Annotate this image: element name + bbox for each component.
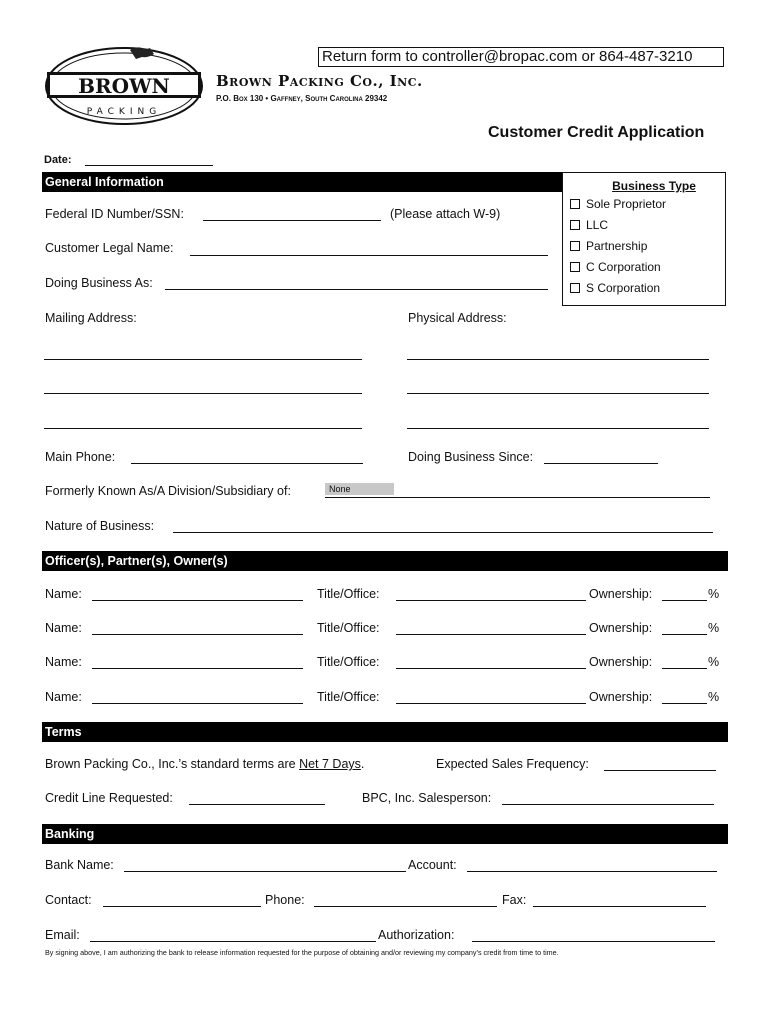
authorization-label: Authorization:: [378, 928, 455, 942]
formerly-known-field[interactable]: [325, 483, 394, 495]
formerly-known-line[interactable]: [325, 497, 710, 498]
officer-3-ownership-label: Ownership:: [589, 655, 653, 669]
logo-graphic: [44, 42, 204, 126]
officer-3-percent: %: [708, 655, 720, 669]
business-type-partnership[interactable]: [570, 236, 725, 257]
logo-sub: PACKING: [86, 107, 162, 117]
officer-4-name-label: Name:: [45, 690, 82, 704]
checkbox[interactable]: [570, 220, 580, 230]
option-label: Partnership: [586, 239, 648, 253]
officer-1-ownership-field[interactable]: [662, 600, 707, 601]
email-field[interactable]: [90, 941, 376, 942]
option-label: C Corporation: [586, 260, 661, 274]
attach-w9-note: (Please attach W-9): [390, 207, 501, 221]
business-type-sole-proprietor[interactable]: [570, 194, 725, 215]
bank-phone-field[interactable]: [314, 906, 497, 907]
company-name: Brown Packing Co., Inc.: [216, 72, 423, 90]
bank-name-field[interactable]: [124, 871, 406, 872]
officer-4-percent: %: [708, 690, 720, 704]
salesperson-field[interactable]: [502, 804, 714, 805]
mailing-address-line-1[interactable]: [44, 359, 362, 360]
form-title: Customer Credit Application: [488, 124, 705, 141]
authorization-field[interactable]: [472, 941, 715, 942]
officer-2-title-field[interactable]: [396, 634, 586, 635]
dba-field[interactable]: [165, 289, 548, 290]
credit-line-label: Credit Line Requested:: [45, 791, 173, 805]
legal-name-field[interactable]: [190, 255, 548, 256]
option-label: LLC: [586, 218, 609, 232]
business-type-title: Business Type: [612, 179, 696, 193]
officer-1-title-field[interactable]: [396, 600, 586, 601]
standard-terms-period: .: [360, 757, 365, 771]
return-note-text: Return form to controller@bropac.com or 864-487-3210: [322, 48, 693, 65]
business-type-c-corporation[interactable]: [570, 257, 725, 278]
bank-phone-label: Phone:: [265, 893, 305, 907]
officer-4-title-field[interactable]: [396, 703, 586, 704]
legal-name-label: Customer Legal Name:: [45, 241, 174, 255]
date-label: Date:: [44, 154, 72, 166]
credit-line-field[interactable]: [189, 804, 325, 805]
dba-label: Doing Business As:: [45, 276, 153, 290]
officer-1-percent: %: [708, 587, 720, 601]
officer-2-ownership-field[interactable]: [662, 634, 707, 635]
contact-field[interactable]: [103, 906, 261, 907]
section-general: General Information: [42, 172, 562, 192]
officer-2-title-label: Title/Office:: [317, 621, 380, 635]
email-label: Email:: [45, 928, 80, 942]
company-address: P.O. Box 130 • Gaffney, South Carolina 29342: [216, 94, 388, 103]
company-logo: [44, 42, 204, 126]
officer-1-ownership-label: Ownership:: [589, 587, 653, 601]
mailing-address-line-2[interactable]: [44, 393, 362, 394]
mailing-address-label: Mailing Address:: [45, 311, 137, 325]
officer-3-ownership-field[interactable]: [662, 668, 707, 669]
business-type-s-corporation[interactable]: [570, 278, 725, 299]
business-since-label: Doing Business Since:: [408, 450, 534, 464]
officer-2-percent: %: [708, 621, 720, 635]
officer-1-title-label: Title/Office:: [317, 587, 380, 601]
standard-terms-value: Net 7 Days: [299, 757, 361, 771]
bank-disclaimer: By signing above, I am authorizing the bank to release information requested for the purpose of obtaining and/or reviewing my company’s credit from time to time.: [45, 948, 559, 957]
business-type-box: [562, 172, 726, 306]
main-phone-label: Main Phone:: [45, 450, 116, 464]
return-note: [318, 47, 724, 67]
nature-of-business-field[interactable]: [173, 532, 713, 533]
officer-2-name-field[interactable]: [92, 634, 303, 635]
federal-id-label: Federal ID Number/SSN:: [45, 207, 184, 221]
logo-word: BROWN: [78, 74, 170, 98]
fax-field[interactable]: [533, 906, 706, 907]
officer-3-name-field[interactable]: [92, 668, 303, 669]
officer-4-name-field[interactable]: [92, 703, 303, 704]
officer-3-title-field[interactable]: [396, 668, 586, 669]
checkbox[interactable]: [570, 199, 580, 209]
physical-address-label: Physical Address:: [408, 311, 507, 325]
physical-address-line-2[interactable]: [407, 393, 709, 394]
option-label: Sole Proprietor: [586, 197, 667, 211]
officer-2-ownership-label: Ownership:: [589, 621, 653, 635]
date-field[interactable]: [85, 165, 213, 166]
officer-1-name-field[interactable]: [92, 600, 303, 601]
officer-3-title-label: Title/Office:: [317, 655, 380, 669]
officer-4-title-label: Title/Office:: [317, 690, 380, 704]
section-terms: Terms: [42, 722, 728, 742]
officer-3-name-label: Name:: [45, 655, 82, 669]
physical-address-line-3[interactable]: [407, 428, 709, 429]
sales-frequency-label: Expected Sales Frequency:: [436, 757, 589, 771]
checkbox[interactable]: [570, 241, 580, 251]
physical-address-line-1[interactable]: [407, 359, 709, 360]
main-phone-field[interactable]: [131, 463, 363, 464]
formerly-known-value: None: [329, 484, 351, 494]
checkbox[interactable]: [570, 262, 580, 272]
federal-id-field[interactable]: [203, 220, 381, 221]
account-field[interactable]: [467, 871, 717, 872]
fax-label: Fax:: [502, 893, 527, 907]
contact-label: Contact:: [45, 893, 92, 907]
section-officers: Officer(s), Partner(s), Owner(s): [42, 551, 728, 571]
account-label: Account:: [408, 858, 457, 872]
option-label: S Corporation: [586, 281, 661, 295]
business-since-field[interactable]: [544, 463, 658, 464]
standard-terms-text: [45, 756, 364, 772]
business-type-llc[interactable]: [570, 215, 725, 236]
officer-1-name-label: Name:: [45, 587, 82, 601]
sales-frequency-field[interactable]: [604, 770, 716, 771]
mailing-address-line-3[interactable]: [44, 428, 362, 429]
officer-2-name-label: Name:: [45, 621, 82, 635]
formerly-known-label: Formerly Known As/A Division/Subsidiary of:: [45, 484, 291, 498]
officer-4-ownership-field[interactable]: [662, 703, 707, 704]
standard-terms-prefix: Brown Packing Co., Inc.’s standard terms are: [45, 757, 296, 771]
nature-of-business-label: Nature of Business:: [45, 519, 155, 533]
checkbox[interactable]: [570, 283, 580, 293]
bank-name-label: Bank Name:: [45, 858, 114, 872]
section-banking: Banking: [42, 824, 728, 844]
officer-4-ownership-label: Ownership:: [589, 690, 653, 704]
salesperson-label: BPC, Inc. Salesperson:: [362, 791, 492, 805]
